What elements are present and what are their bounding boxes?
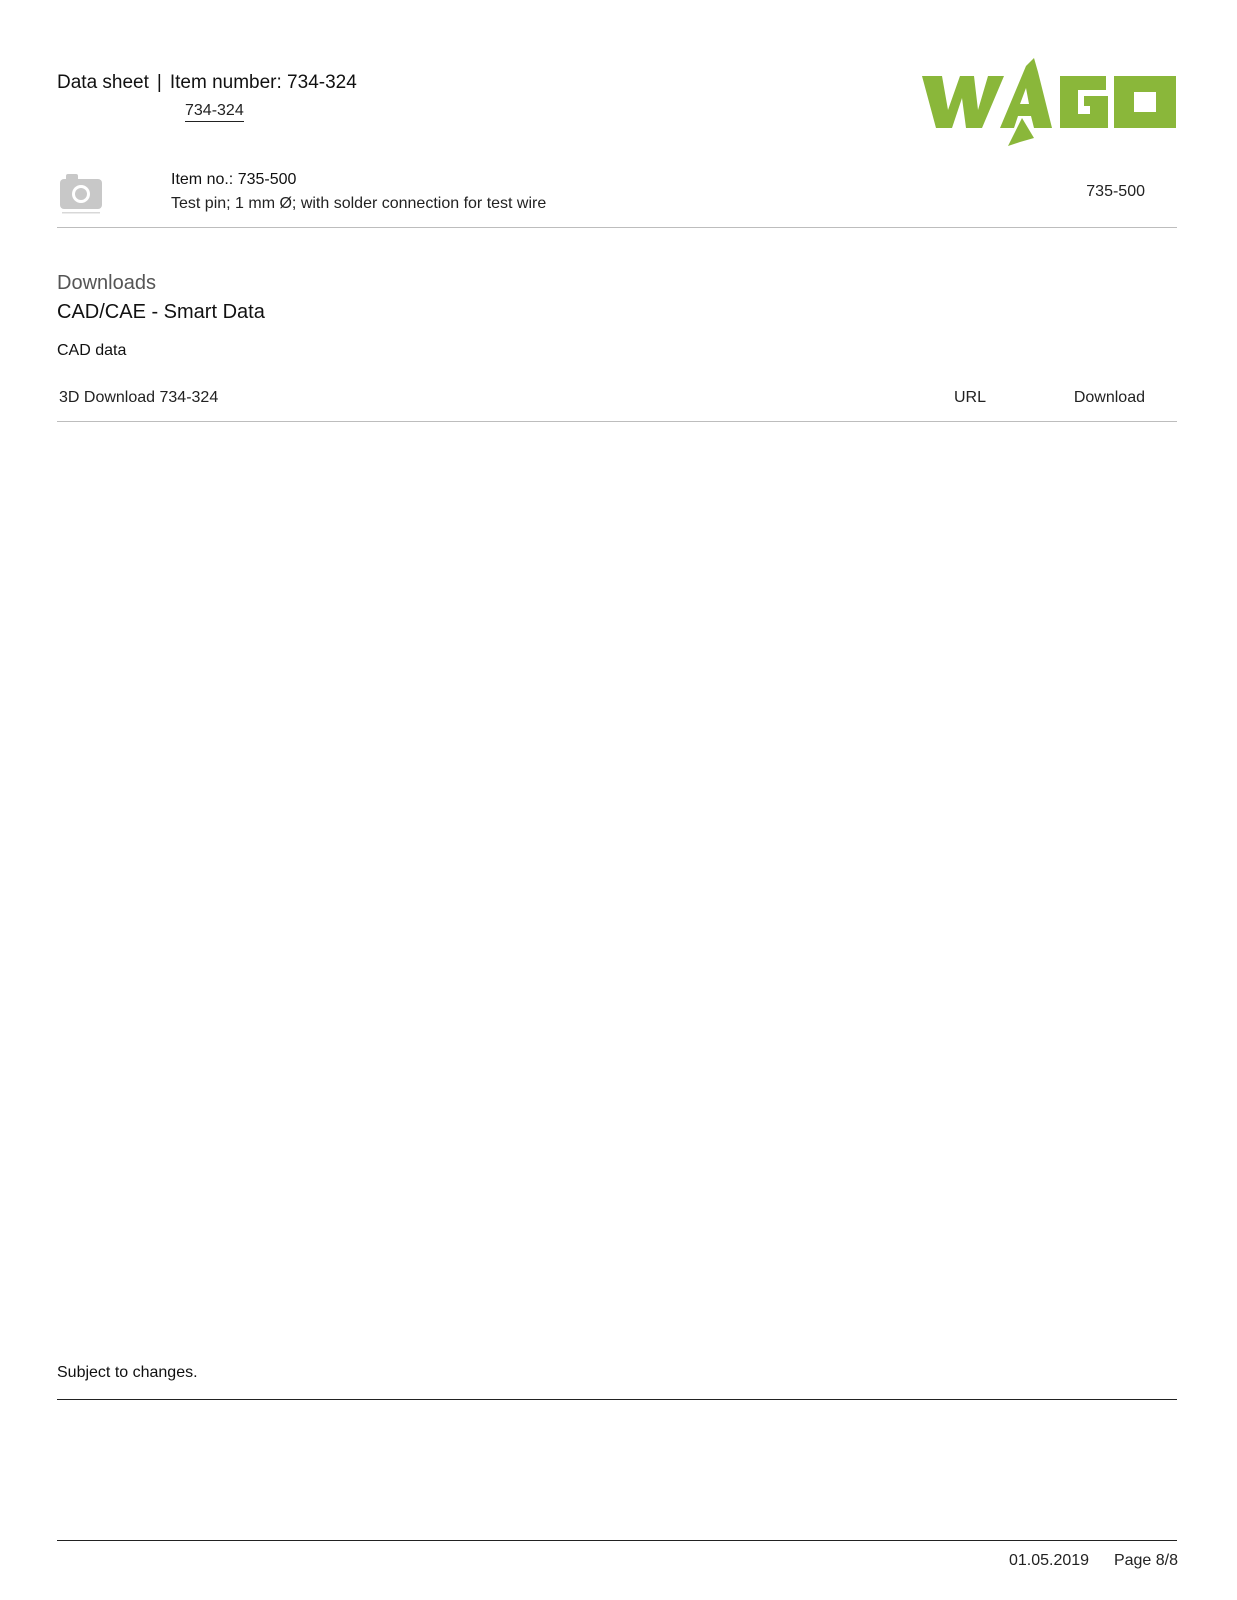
footer-divider (57, 1399, 1177, 1400)
page-number: Page 8/8 (1113, 1552, 1178, 1569)
footer-date: 01.05.2019 (1009, 1552, 1090, 1569)
downloads-heading: Downloads (57, 272, 156, 294)
download-row-type: URL (954, 389, 987, 406)
doc-type-label: Data sheet (57, 72, 149, 93)
divider (57, 227, 1177, 228)
item-number-link[interactable]: 734-324 (185, 102, 244, 122)
page-title (57, 72, 357, 94)
cad-data-subheading: CAD data (57, 342, 127, 359)
footer-divider (57, 1540, 1177, 1541)
camera-icon (58, 170, 104, 216)
accessory-description: Test pin; 1 mm Ø; with solder connection for test wire (171, 195, 547, 212)
cad-section-heading: CAD/CAE - Smart Data (57, 301, 265, 323)
wago-logo (922, 58, 1176, 146)
download-link[interactable]: Download (1073, 389, 1145, 406)
subject-to-changes-note: Subject to changes. (57, 1364, 198, 1381)
accessory-code: 735-500 (1086, 183, 1145, 200)
title-separator: | (156, 72, 162, 93)
item-number-label: Item number: 734-324 (169, 72, 357, 93)
download-row-name: 3D Download 734-324 (59, 389, 219, 406)
accessory-item-number: Item no.: 735-500 (171, 171, 297, 188)
divider (57, 421, 1177, 422)
